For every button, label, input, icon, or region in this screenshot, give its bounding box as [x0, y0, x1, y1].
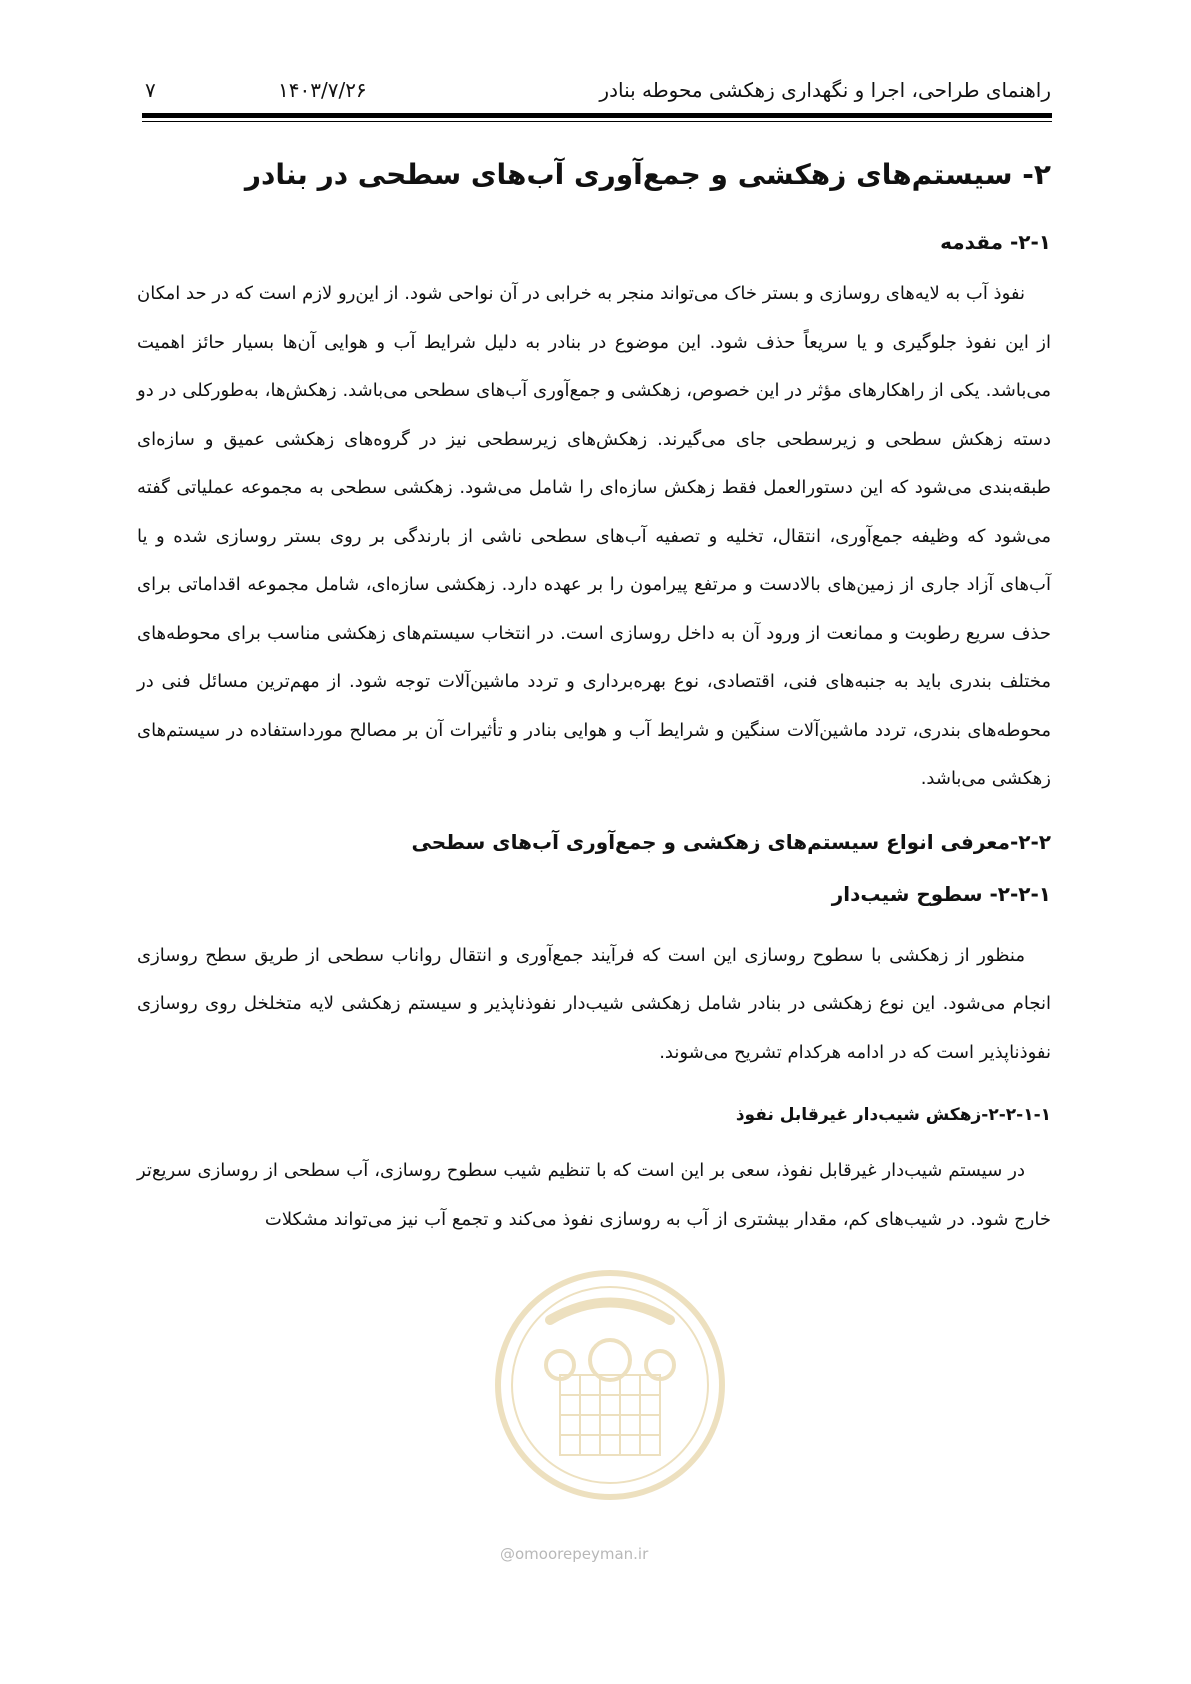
document-title: راهنمای طراحی، اجرا و نگهداری زهکشی محوطه بنادر: [599, 78, 1051, 102]
chapter-title: ۲- سیستم‌های زهکشی و جمع‌آوری آب‌های سطحی در بنادر: [244, 158, 1051, 191]
page-body: [137, 152, 1051, 1244]
header-date: ۱۴۰۳/۷/۲۶: [278, 78, 367, 102]
section-impermeable-heading: ۲-۲-۱-۱-زهکش شیب‌دار غیرقابل نفوذ: [735, 1105, 1051, 1125]
section-sloped-heading: ۲-۲-۱- سطوح شیب‌دار: [831, 881, 1051, 906]
section-intro-paragraph: نفوذ آب به لایه‌های روسازی و بستر خاک می‌تواند منجر به خرابی در آن نواحی شود. از این‌رو لازم است که در حد امکان از این نفوذ جلوگیری و یا سریعاً حذف شود. این موضوع در بنادر به دلیل شرایط آب و هوایی آن‌ها بسیار حائز اهمیت می‌باشد. یکی از راهکارهای مؤثر در این خصوص، زهکشی و جمع‌آوری آب‌های سطحی می‌باشد. زهکش‌ها، به‌طورکلی در دو دسته زهکش سطحی و زیرسطحی جای می‌گیرند. زهکش‌های زیرسطحی نیز در گروه‌های زهکشی عمیق و سازه‌ای طبقه‌بندی می‌شود که این دستورالعمل فقط زهکش سازه‌ای را شامل می‌شود. زهکشی سطحی به مجموعه عملیاتی گفته می‌شود که وظیفه جمع‌آوری، انتقال، تخلیه و تصفیه آب‌های سطحی ناشی از بارندگی بر روی بستر روسازی شده و یا آب‌های آزاد جاری از زمین‌های بالادست و مرتفع پیرامون را بر عهده دارد. زهکشی سازه‌ای، شامل مجموعه اقداماتی برای حذف سریع رطوبت و ممانعت از ورود آن به داخل روسازی است. در انتخاب سیستم‌های زهکشی مناسب برای محوطه‌های مختلف بندری باید به جنبه‌های فنی، اقتصادی، نوع بهره‌برداری و تردد ماشین‌آلات توجه شود. از مهم‌ترین مسائل فنی در محوطه‌های بندری، تردد ماشین‌آلات سنگین و شرایط آب و هوایی بنادر و تأثیرات آن بر مصالح مورداستفاده در سیستم‌های زهکشی می‌باشد.: [137, 283, 1051, 789]
section-types-heading: ۲-۲-معرفی انواع سیستم‌های زهکشی و جمع‌آوری آب‌های سطحی: [411, 829, 1051, 854]
section-intro-heading: ۲-۱- مقدمه: [940, 230, 1051, 254]
header-rule-thin: [142, 121, 1052, 122]
page-number: ۷: [145, 78, 156, 102]
watermark-seal: [490, 1265, 730, 1505]
page-header: [145, 78, 1051, 116]
header-rule-thick: [142, 113, 1052, 118]
watermark-url: @omoorepeyman.ir: [500, 1545, 649, 1563]
section-sloped-paragraph: منظور از زهکشی با سطوح روسازی این است که فرآیند جمع‌آوری و انتقال رواناب سطحی از طریق سطح روسازی انجام می‌شود. این نوع زهکشی در بنادر شامل زهکشی شیب‌دار نفوذناپذیر و سیستم زهکشی لایه متخلخل روی روسازی نفوذناپذیر است که در ادامه هرکدام تشریح می‌شوند.: [137, 944, 1051, 1063]
section-impermeable-paragraph: در سیستم شیب‌دار غیرقابل نفوذ، سعی بر این است که با تنظیم شیب سطوح روسازی، آب سطحی از روسازی سریع‌تر خارج شود. در شیب‌های کم، مقدار بیشتری از آب به روسازی نفوذ می‌کند و تجمع آب نیز می‌تواند مشکلات: [137, 1160, 1051, 1230]
